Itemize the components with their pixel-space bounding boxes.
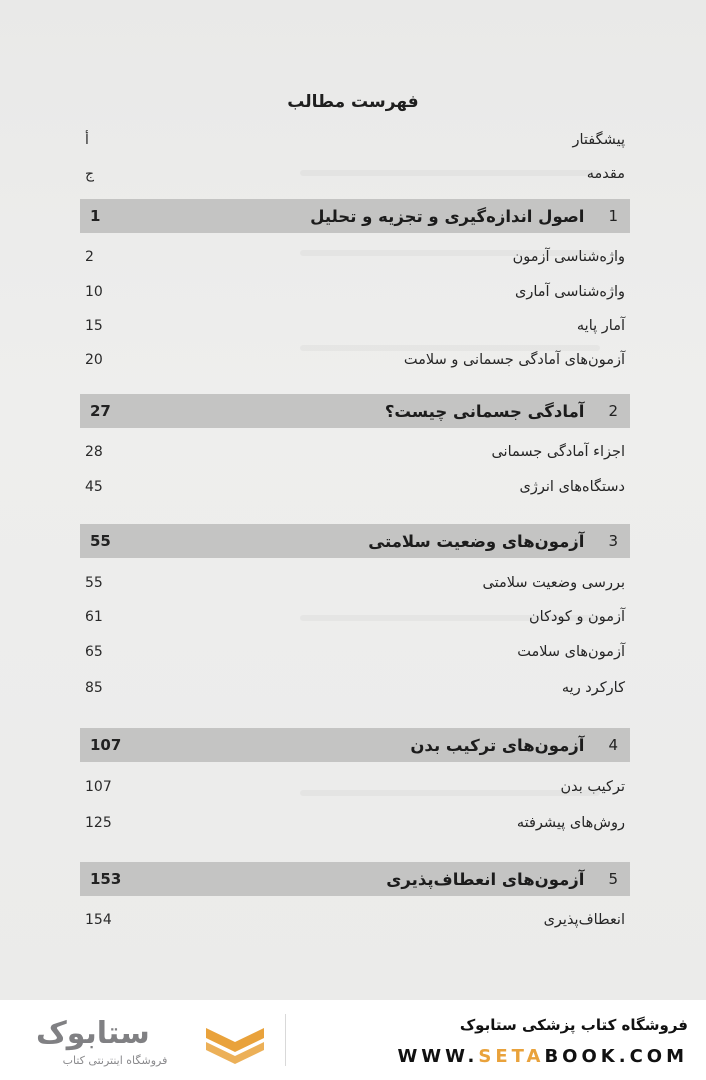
chapter-number: 3: [608, 532, 618, 550]
entry-page: 125: [85, 815, 112, 831]
toc-entry: [85, 437, 625, 467]
entry-page: 20: [85, 352, 103, 368]
entry-page: ج: [85, 166, 95, 182]
toc-title: فهرست مطالب: [287, 92, 419, 112]
url-suffix: BOOK.COM: [544, 1046, 688, 1067]
toc-entry: [85, 637, 625, 667]
entry-label: انعطاف‌پذیری: [543, 912, 625, 928]
entry-page: 65: [85, 644, 103, 660]
chapter-title: اصول اندازه‌گیری و تجزیه و تحلیل: [310, 206, 585, 226]
chapter-header-5: [80, 862, 630, 896]
chapter-title: آزمون‌های وضعیت سلامتی: [368, 531, 585, 551]
entry-page: 10: [85, 284, 103, 300]
entry-label: آمار پایه: [576, 318, 625, 334]
entry-page: 55: [85, 575, 103, 591]
entry-page: 2: [85, 249, 94, 265]
shop-url-link[interactable]: [397, 1046, 688, 1067]
shop-name: فروشگاه کتاب پزشکی ستابوک: [459, 1016, 688, 1034]
chapter-title: آزمون‌های ترکیب بدن: [410, 735, 585, 755]
entry-page: 15: [85, 318, 103, 334]
footer-divider: [285, 1014, 286, 1066]
toc-entry: [85, 242, 625, 272]
entry-label: مقدمه: [586, 166, 625, 182]
chapter-page: 55: [90, 532, 111, 550]
entry-label: آزمون‌های آمادگی جسمانی و سلامت: [403, 352, 625, 368]
entry-page: أ: [85, 132, 89, 148]
entry-label: واژه‌شناسی آزمون: [512, 249, 625, 265]
entry-page: 28: [85, 444, 103, 460]
entry-label: آزمون و کودکان: [529, 609, 625, 625]
entry-label: آزمون‌های سلامت: [517, 644, 625, 660]
url-highlight: SETA: [478, 1046, 545, 1067]
toc-entry: [85, 602, 625, 632]
logo-subtitle: فروشگاه اینترنتی کتاب: [62, 1054, 168, 1067]
chapter-number: 5: [608, 870, 618, 888]
toc-entry-preface: [85, 125, 625, 155]
toc-entry: [85, 568, 625, 598]
entry-label: واژه‌شناسی آماری: [515, 284, 625, 300]
chapter-header-2: [80, 394, 630, 428]
setabook-chevron-logo-icon: [200, 1018, 270, 1068]
entry-label: بررسی وضعیت سلامتی: [482, 575, 625, 591]
chapter-number: 1: [608, 207, 618, 225]
toc-entry: [85, 472, 625, 502]
entry-label: ترکیب بدن: [560, 779, 625, 795]
chapter-page: 107: [90, 736, 122, 754]
toc-entry: [85, 808, 625, 838]
toc-entry: [85, 277, 625, 307]
toc-entry: [85, 673, 625, 703]
entry-page: 154: [85, 912, 112, 928]
entry-page: 107: [85, 779, 112, 795]
chapter-page: 1: [90, 207, 101, 225]
store-footer-banner: [0, 1000, 706, 1080]
entry-label: پیشگفتار: [572, 132, 625, 148]
entry-page: 45: [85, 479, 103, 495]
entry-label: روش‌های پیشرفته: [516, 815, 625, 831]
toc-entry: [85, 905, 625, 935]
chapter-header-4: [80, 728, 630, 762]
chapter-header-3: [80, 524, 630, 558]
entry-page: 85: [85, 680, 103, 696]
chapter-page: 153: [90, 870, 122, 888]
chapter-title: آزمون‌های انعطاف‌پذیری: [386, 869, 585, 889]
chapter-number: 4: [608, 736, 618, 754]
entry-label: کارکرد ریه: [561, 680, 625, 696]
entry-label: اجزاء آمادگی جسمانی: [491, 444, 625, 460]
toc-entry: [85, 345, 625, 375]
logo-wordmark: ستابوک: [36, 1016, 150, 1051]
toc-entry: [85, 311, 625, 341]
entry-page: 61: [85, 609, 103, 625]
entry-label: دستگاه‌های انرژی: [519, 479, 625, 495]
toc-entry: [85, 772, 625, 802]
chapter-number: 2: [608, 402, 618, 420]
url-prefix: WWW.: [397, 1046, 479, 1067]
chapter-page: 27: [90, 402, 111, 420]
toc-entry-introduction: [85, 159, 625, 189]
chapter-title: آمادگی جسمانی چیست؟: [384, 401, 585, 421]
chapter-header-1: [80, 199, 630, 233]
